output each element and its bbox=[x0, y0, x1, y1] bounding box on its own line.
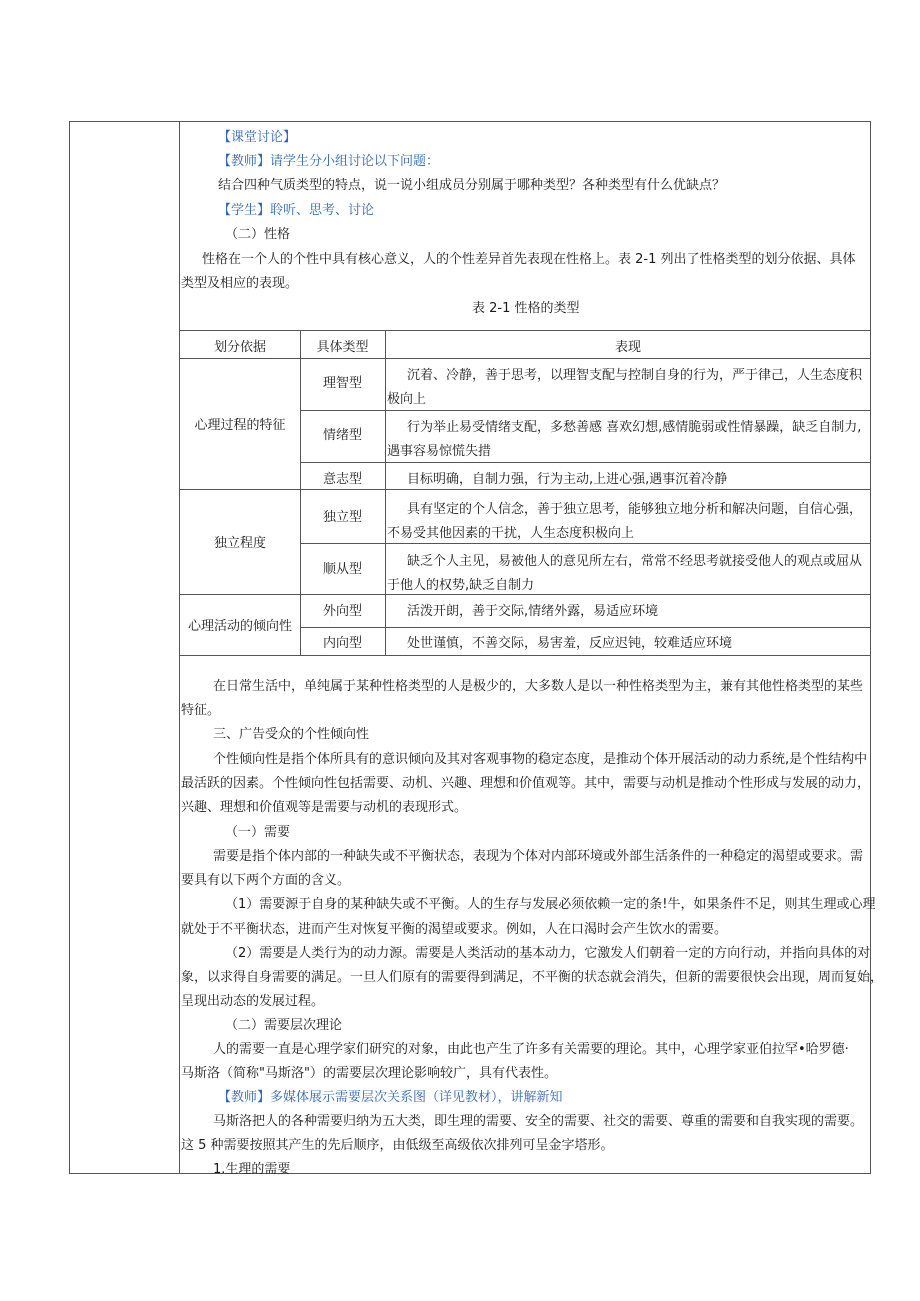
rational-desc-line1: 沉着、冷静，善于思考，以理智支配与控制自身的行为，严于律己，人生态度积 bbox=[407, 368, 863, 383]
section3-heading: 三、广告受众的个性倾向性 bbox=[213, 727, 370, 742]
type-compliant: 顺从型 bbox=[322, 562, 362, 577]
content-column bbox=[180, 122, 884, 1177]
basis-mental-orientation: 心理活动的倾向性 bbox=[187, 619, 292, 634]
independent-desc-line2: 不易受其他因素的干扰，人生态度积极向上 bbox=[387, 526, 635, 541]
need-point2-line2: 象，以求得自身需要的满足。一旦人们原有的需要得到满足，不平衡的状态就会消失，但新的需要很快会出现，周而复始， bbox=[181, 970, 884, 985]
need-point2-line3: 呈现出动态的发展过程。 bbox=[181, 994, 325, 1009]
teacher-instruction: 【教师】请学生分小组讨论以下问题： bbox=[218, 154, 440, 169]
maslow-line1: 马斯洛把人的各种需要归纳为五大类，即生理的需要、安全的需要、社交的需要、尊重的需要和自我实现的需要。 bbox=[213, 1114, 864, 1129]
need-point1-line1: （1）需要源于自身的某种缺失或不平衡。人的生存与发展必须依赖一定的条!牛，如果条件不足，则其生理或心理 bbox=[225, 897, 876, 912]
basis-independence: 独立程度 bbox=[213, 536, 266, 551]
need-def-line2: 要具有以下两个方面的含义。 bbox=[181, 873, 351, 888]
discussion-heading: 【课堂讨论】 bbox=[218, 130, 297, 145]
introvert-desc: 处世谨慎，不善交际，易害羞，反应迟钝，较难适应环境 bbox=[407, 636, 733, 651]
type-independent: 独立型 bbox=[322, 510, 362, 525]
need-point1-line2: 就处于不平衡状态，进而产生对恢复平衡的渴望或要求。例如，人在口渴时会产生饮水的需要。 bbox=[181, 922, 728, 937]
basis-mental-process: 心理过程的特征 bbox=[194, 418, 286, 433]
tendency-line2: 最活跃的因素。个性倾向性包括需要、动机、兴趣、理想和价值观等。其中，需要与动机是推动个性形成与发展的动力， bbox=[181, 776, 871, 791]
table-header-manifestation: 表现 bbox=[614, 340, 641, 355]
type-rational: 理智型 bbox=[322, 376, 362, 391]
lesson-plan-frame bbox=[69, 121, 884, 1177]
compliant-desc-line1: 缺乏个人主见，易被他人的意见所左右，常常不经思考就接受他人的观点或屈从 bbox=[407, 554, 863, 569]
physiological-need-item: 1.生理的需要 bbox=[213, 1162, 291, 1177]
type-emotional: 情绪型 bbox=[322, 428, 362, 443]
discussion-question: 结合四种气质类型的特点，说一说小组成员分别属于哪种类型？各种类型有什么优缺点？ bbox=[218, 178, 726, 193]
teacher-multimedia: 【教师】多媒体展示需要层次关系图（详见教材），讲解新知 bbox=[218, 1090, 563, 1105]
left-column bbox=[70, 122, 180, 1173]
volitional-desc: 目标明确，自制力强，行为主动,上进心强,遇事沉着冷静 bbox=[407, 472, 728, 487]
rational-desc-line2: 极向上 bbox=[387, 392, 427, 407]
hierarchy-line1: 人的需要一直是心理学家们研究的对象，由此也产生了许多有关需要的理论。其中，心理学家亚伯拉罕•哈罗德· bbox=[213, 1042, 849, 1057]
emotional-desc-line2: 遇事容易惊慌失措 bbox=[387, 444, 492, 459]
independent-desc-line1: 具有坚定的个人信念，善于独立思考，能够独立地分析和解决问题，自信心强， bbox=[407, 502, 863, 517]
character-intro-line1: 性格在一个人的个性中具有核心意义，人的个性差异首先表现在性格上。表 2-1 列出了性格类型的划分依据、具体 bbox=[202, 252, 856, 267]
hierarchy-line2: 马斯洛（简称"马斯洛"）的需要层次理论影响较广，具有代表性。 bbox=[181, 1066, 557, 1081]
need-point2-line1: （2）需要是人类行为的动力源。需要是人类活动的基本动力，它激发人们朝着一定的方向行动，并指向具体的对 bbox=[225, 946, 871, 961]
type-extrovert: 外向型 bbox=[322, 604, 362, 619]
daily-life-line1: 在日常生活中，单纯属于某种性格类型的人是极少的，大多数人是以一种性格类型为主，兼有其他性格类型的某些 bbox=[213, 679, 864, 694]
character-intro-line2: 类型及相应的表现。 bbox=[181, 276, 299, 291]
table-header-type: 具体类型 bbox=[316, 340, 369, 355]
emotional-desc-line1: 行为举止易受情绪支配，多愁善感 喜欢幻想,感情脆弱或性情暴躁，缺乏自制力, bbox=[407, 420, 862, 435]
need-heading: （一）需要 bbox=[225, 825, 291, 840]
compliant-desc-line2: 于他人的权势,缺乏自制力 bbox=[387, 578, 535, 593]
type-introvert: 内向型 bbox=[322, 636, 362, 651]
maslow-line2: 这 5 种需要按照其产生的先后顺序，由低级至高级依次排列可呈金字塔形。 bbox=[181, 1138, 614, 1153]
student-activity: 【学生】聆听、思考、讨论 bbox=[218, 203, 375, 218]
type-volitional: 意志型 bbox=[322, 472, 362, 487]
table-header-basis: 划分依据 bbox=[213, 340, 266, 355]
tendency-line3: 兴趣、理想和价值观等是需要与动机的表现形式。 bbox=[181, 800, 468, 815]
hierarchy-heading: （二）需要层次理论 bbox=[225, 1018, 343, 1033]
tendency-line1: 个性倾向性是指个体所具有的意识倾向及其对客观事物的稳定态度，是推动个体开展活动的动力系统,是个性结构中 bbox=[213, 752, 868, 767]
character-heading: （二）性格 bbox=[225, 227, 291, 242]
extrovert-desc: 活泼开朗，善于交际,情绪外露，易适应环境 bbox=[407, 604, 659, 619]
daily-life-line2: 特征。 bbox=[181, 703, 221, 718]
need-def-line1: 需要是指个体内部的一种缺失或不平衡状态，表现为个体对内部环境或外部生活条件的一种稳定的渴望或要求。需 bbox=[213, 849, 864, 864]
table-caption: 表 2-1 性格的类型 bbox=[472, 301, 580, 316]
